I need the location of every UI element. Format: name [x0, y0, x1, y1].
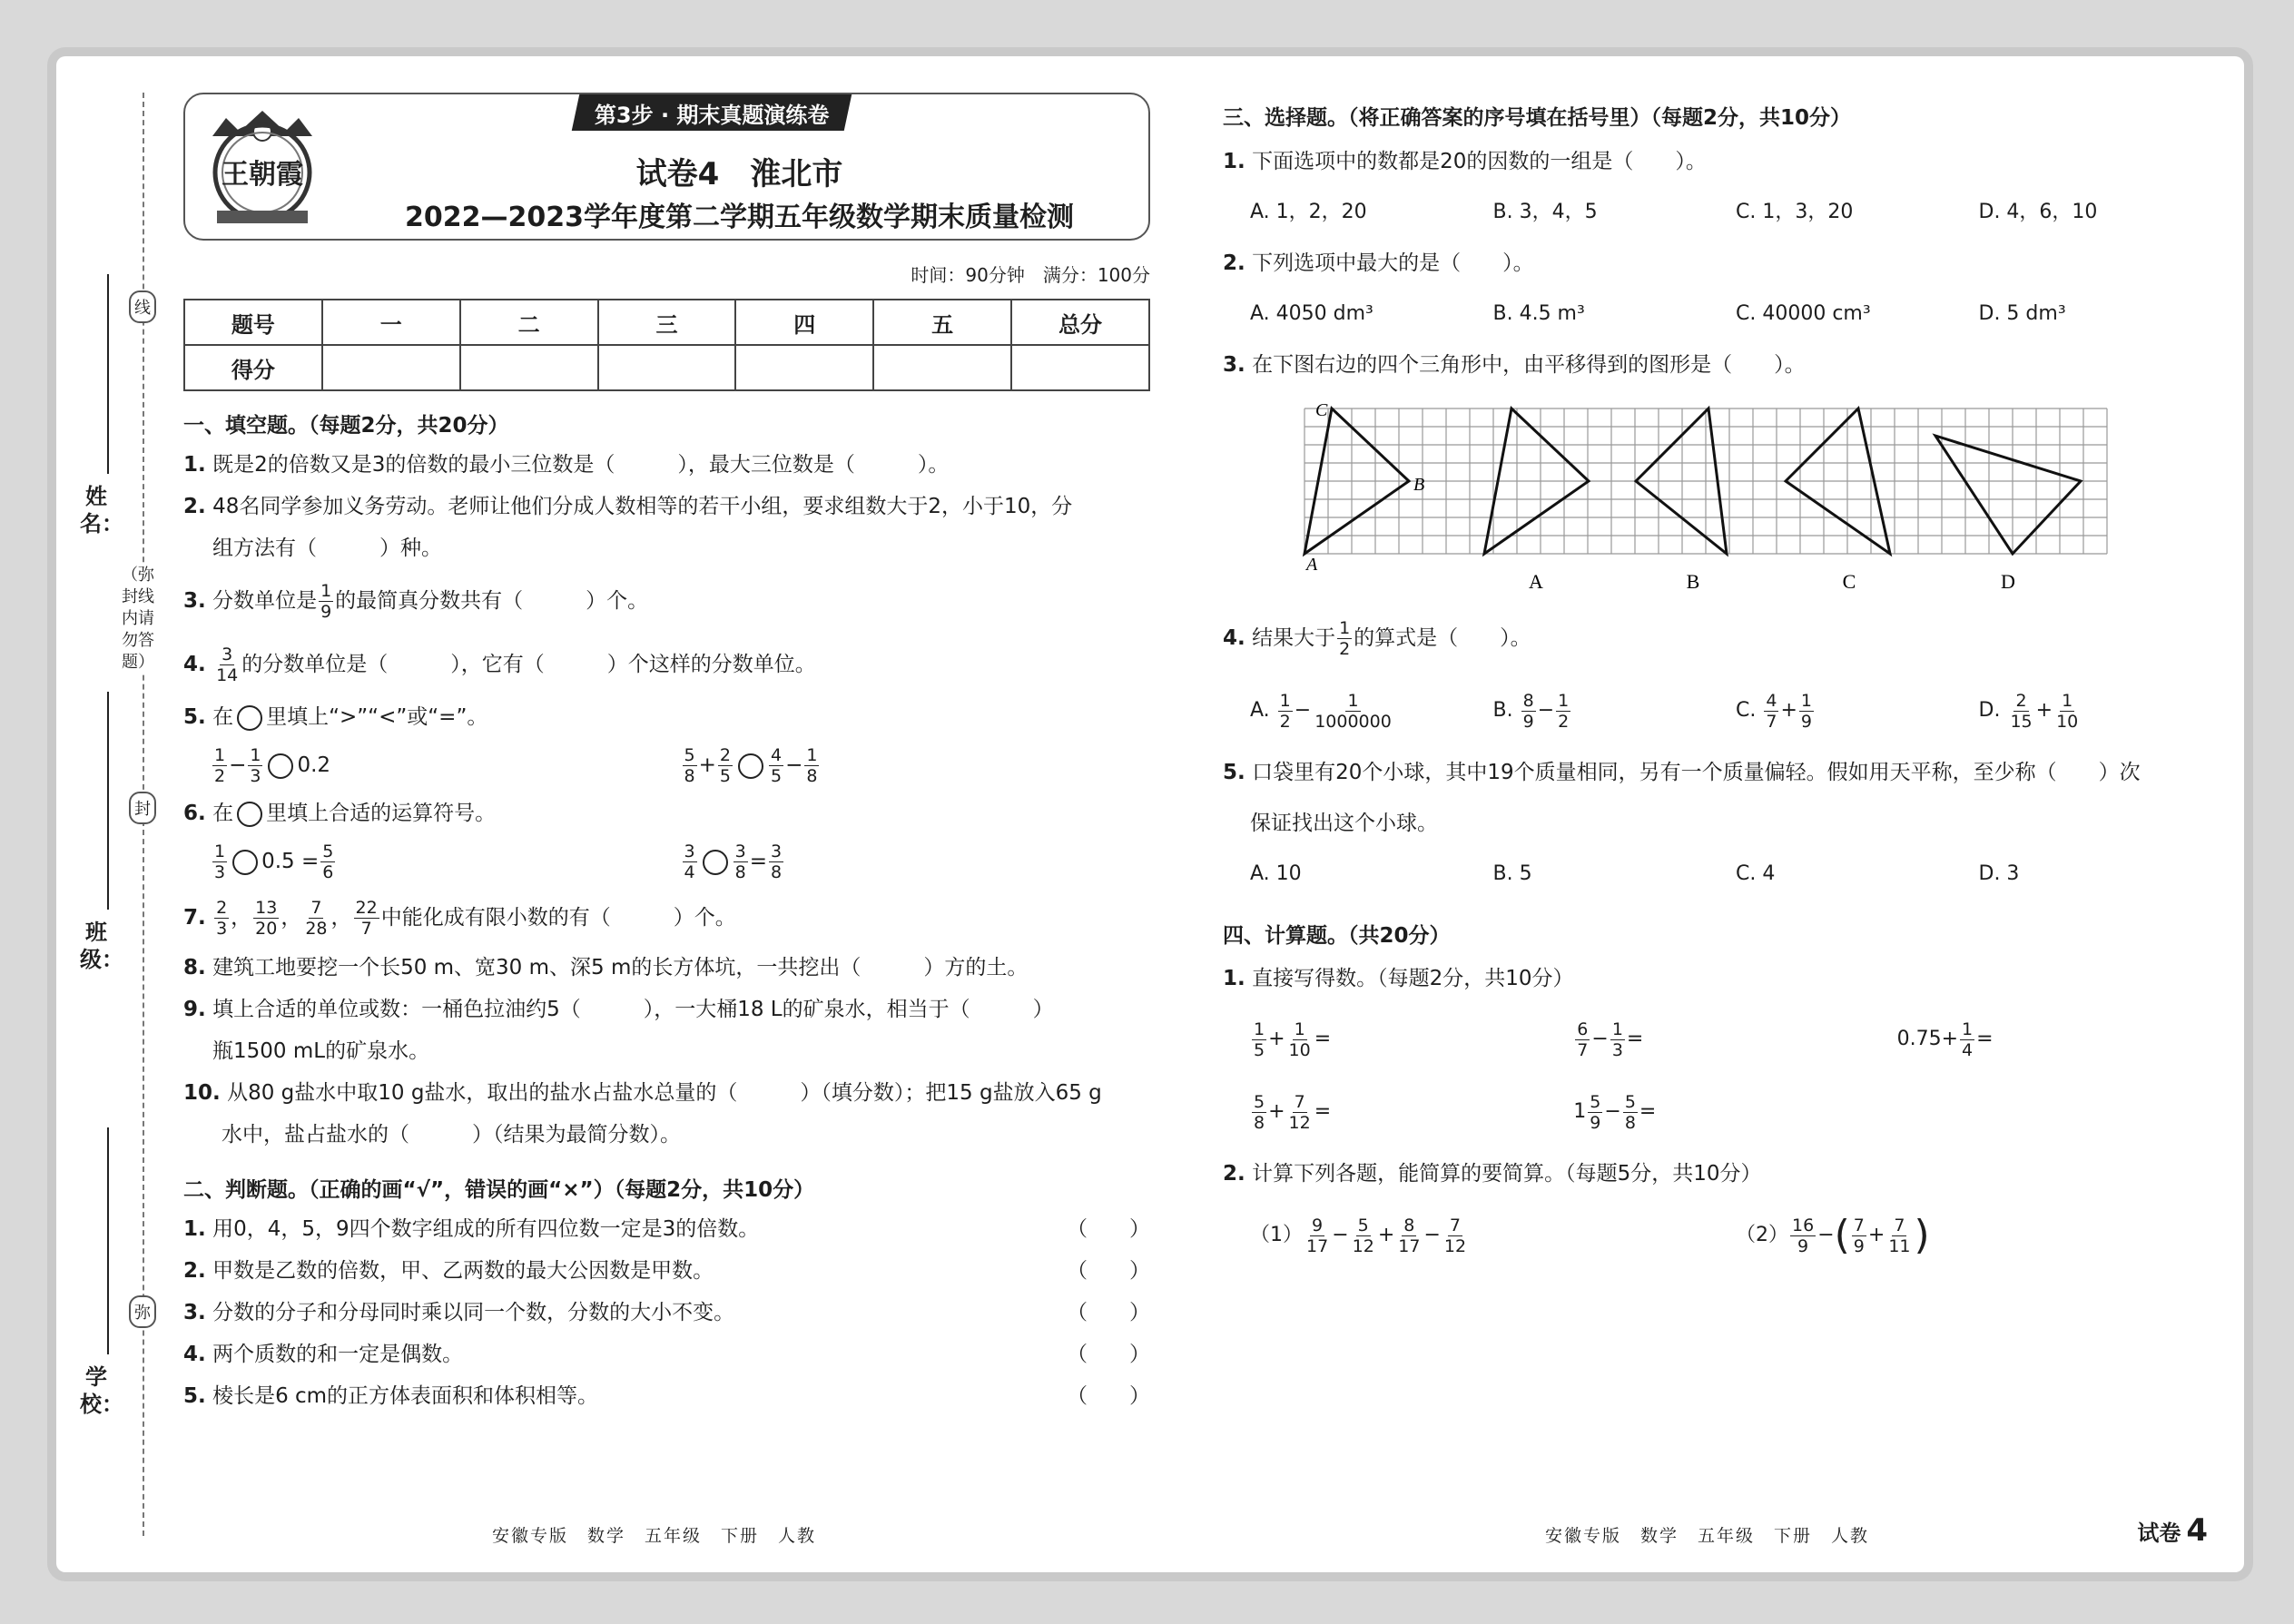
question-4-1: 1. 直接写得数。（每题2分，共10分） [1223, 967, 1574, 990]
section-1-title: 一、填空题。（每题2分，共20分） [183, 414, 509, 438]
judge-answer-paren[interactable]: （ ） [1067, 1259, 1150, 1283]
figure-label-a: A [1529, 570, 1543, 593]
option-b[interactable]: B. 4.5 m³ [1492, 302, 1585, 325]
question-1-6: 6. 在 里填上合适的运算符号。 [183, 802, 497, 825]
name-underline [107, 274, 109, 474]
question-1-2: 2. 48名同学参加义务劳动。老师让他们分成人数相等的若干小组，要求组数大于2，小于10，分 [183, 495, 1073, 518]
calc-item: 0.75+ $\frac{1}{4}$ = [1896, 1019, 1994, 1060]
option-c[interactable]: C. 40000 cm³ [1736, 302, 1871, 325]
grid-lines [1305, 408, 2107, 554]
school-label: 学校： [80, 1364, 123, 1417]
class-label: 班级： [80, 920, 123, 972]
score-col-label: 题号 [184, 300, 322, 345]
question-3-1-options [1223, 187, 2221, 238]
section-4-title: 四、计算题。（共20分） [1223, 924, 1451, 948]
option-d[interactable]: D. $\frac{2}{15}$ + $\frac{1}{10}$ [1978, 690, 2079, 732]
school-field[interactable] [80, 1363, 123, 1418]
seal-mark-mi: 弥 [129, 1295, 156, 1328]
question-1-9-cont: 瓶1500 mL的矿泉水。 [212, 1039, 430, 1063]
question-1-5: 5. 在 里填上“>”“<”或“=”。 [183, 705, 488, 729]
question-3-5-options [1223, 849, 2221, 900]
mental-calc-row-2 [1223, 1076, 2221, 1148]
option-b[interactable]: B. 3，4，5 [1492, 201, 1598, 223]
calc-item: （2） $\frac{16}{9}$ −( $\frac{7}{9}$ + $\frac{7}{11}$ ) [1736, 1212, 1930, 1258]
svg-text:王朝霞: 王朝霞 [222, 159, 303, 191]
judge-item: 1. 用0，4，5，9四个数字组成的所有四位数一定是3的倍数。 （ ） [183, 1208, 1150, 1250]
answer-circle [237, 705, 262, 731]
score-header-row [184, 300, 1149, 345]
seal-mark-feng: 封 [129, 792, 156, 824]
score-cell[interactable] [735, 345, 873, 390]
section-2-title: 二、判断题。（正确的画“√”，错误的画“×”）（每题2分，共10分） [183, 1178, 815, 1202]
score-cell[interactable] [460, 345, 598, 390]
name-label: 姓名： [80, 484, 123, 536]
operator-circle[interactable] [232, 850, 258, 875]
question-1-10: 10. 从80 g盐水中取10 g盐水，取出的盐水占盐水总量的（ ）（填分数）；把15 g盐放入65 g [183, 1081, 1102, 1105]
option-d[interactable]: D. 4，6，10 [1978, 201, 2098, 223]
class-underline [107, 692, 109, 910]
score-col-1: 一 [322, 300, 460, 345]
score-col-4: 四 [735, 300, 873, 345]
calc-item: （1） $\frac{9}{17}$ − $\frac{5}{12}$ + $\frac{8}{17}$ − $\frac{7}{12}$ [1250, 1215, 1467, 1256]
question-1-1: 1. 既是2的倍数又是3的倍数的最小三位数是（ ），最大三位数是（ ）。 [183, 453, 950, 477]
compare-circle[interactable] [268, 753, 293, 779]
question-1-8: 8. 建筑工地要挖一个长50 m、宽30 m、深5 m的长方体坑，一共挖出（ ）方的土。 [183, 956, 1029, 979]
time-info: 时间：90分钟 满分：100分 [911, 264, 1150, 286]
question-3-4-options [1223, 674, 2221, 747]
class-field[interactable] [80, 919, 123, 973]
vertex-label-c: C [1315, 400, 1328, 420]
school-underline [107, 1127, 109, 1354]
question-1-2-cont: 组方法有（ ）种。 [212, 536, 442, 560]
answer-circle [237, 802, 262, 827]
judge-answer-paren[interactable]: （ ） [1067, 1301, 1150, 1324]
judge-item: 4. 两个质数的和一定是偶数。 （ ） [183, 1334, 1150, 1375]
option-d[interactable]: D. 3 [1978, 862, 2020, 885]
footer-right: 安徽专版 数学 五年级 下册 人教 [1545, 1526, 1870, 1546]
option-c[interactable]: C. 4 [1736, 862, 1776, 885]
option-b[interactable]: B. $\frac{8}{9}$ − $\frac{1}{2}$ [1492, 690, 1570, 732]
vertex-label-b: B [1413, 475, 1425, 495]
option-a[interactable]: A. 4050 dm³ [1250, 302, 1373, 325]
question-1-5-exprs: $\frac{1}{2}$ − $\frac{1}{3}$ 0.2 $\frac{5}{8}$ + $\frac{2}{5}$ $\frac{4}{5}$ − $\frac{1}{8}$ [214, 745, 818, 786]
score-col-total: 总分 [1011, 300, 1149, 345]
score-cell[interactable] [1011, 345, 1149, 390]
question-1-7: 7. $\frac{2}{3}$ ， $\frac{13}{20}$ ， $\frac{7}{28}$ ， $\frac{22}{7}$ 中能化成有限小数的有（ ）个。 [183, 898, 736, 939]
exam-sheet [56, 56, 2244, 1572]
option-d[interactable]: D. 5 dm³ [1978, 302, 2066, 325]
question-1-4: 4. $\frac{3}{14}$ 的分数单位是（ ），它有（ ）个这样的分数单位。 [183, 645, 816, 685]
score-row-label: 得分 [184, 345, 322, 390]
left-page [183, 93, 1150, 1417]
option-c[interactable]: C. $\frac{4}{7}$ + $\frac{1}{9}$ [1736, 690, 1812, 732]
question-1-9: 9. 填上合适的单位或数：一桶色拉油约5（ ），一大桶18 L的矿泉水，相当于（ ） [183, 998, 1054, 1021]
question-3-1: 1. 下面选项中的数都是20的因数的一组是（ ）。 [1223, 150, 1707, 173]
score-cell[interactable] [598, 345, 736, 390]
paper-subtitle: 2022—2023学年度第二学期五年级数学期末质量检测 [405, 202, 1074, 233]
page-number: 试卷 4 [2137, 1512, 2208, 1549]
option-a[interactable]: A. 10 [1250, 862, 1302, 885]
question-3-4: 4. 结果大于 $\frac{1}{2}$ 的算式是（ ）。 [1223, 618, 1531, 659]
judge-answer-paren[interactable]: （ ） [1067, 1384, 1150, 1408]
question-3-2-options [1223, 289, 2221, 340]
judge-item: 2. 甲数是乙数的倍数，甲、乙两数的最大公因数是甲数。 （ ） [183, 1250, 1150, 1292]
score-col-5: 五 [873, 300, 1011, 345]
score-col-3: 三 [598, 300, 736, 345]
translation-grid-figure [1295, 399, 2112, 595]
score-cell[interactable] [873, 345, 1011, 390]
score-cell[interactable] [322, 345, 460, 390]
right-page [1223, 100, 2221, 1272]
option-a[interactable]: A. $\frac{1}{2}$ − $\frac{1}{1000000}$ [1250, 690, 1392, 732]
question-3-5: 5. 口袋里有20个小球，其中19个质量相同，另有一个质量偏轻。假如用天平称，至少称（ ）次 [1223, 761, 2141, 784]
seal-note: （弥封线内请勿答题） [122, 566, 154, 672]
figure-label-d: D [2001, 570, 2015, 593]
calc-item: $\frac{1}{5}$ + $\frac{1}{10}$ = [1254, 1019, 1332, 1060]
question-3-2: 2. 下列选项中最大的是（ ）。 [1223, 251, 1534, 275]
paper-title: 试卷4 淮北市 [635, 156, 843, 192]
section-3-title: 三、选择题。（将正确答案的序号填在括号里）（每题2分，共10分） [1223, 106, 1852, 130]
paper-header [183, 93, 1150, 241]
question-4-2: 2. 计算下列各题，能简算的要简算。（每题5分，共10分） [1223, 1162, 1762, 1186]
question-3-3: 3. 在下图右边的四个三角形中，由平移得到的图形是（ ）。 [1223, 353, 1806, 377]
mental-calc-row-1 [1223, 1003, 2221, 1076]
question-3-5-cont: 保证找出这个小球。 [1250, 812, 1438, 835]
brand-logo-icon [194, 100, 330, 236]
operator-circle[interactable] [703, 850, 728, 875]
step-banner: 第3步 · 期末真题演练卷 [572, 94, 852, 131]
question-1-10-cont: 水中，盐占盐水的（ ）（结果为最简分数）。 [222, 1123, 681, 1147]
judge-item: 3. 分数的分子和分母同时乘以同一个数，分数的大小不变。 （ ） [183, 1292, 1150, 1334]
option-b[interactable]: B. 5 [1492, 862, 1532, 885]
figure-label-c: C [1842, 570, 1856, 593]
question-1-3: 3. 分数单位是 $\frac{1}{9}$ 的最简真分数共有（ ）个。 [183, 581, 649, 622]
vertex-label-a: A [1306, 555, 1318, 575]
option-a[interactable]: A. 1，2，20 [1250, 201, 1367, 223]
score-entry-row [184, 345, 1149, 390]
simplify-calc-row [1223, 1199, 2221, 1272]
judge-answer-paren[interactable]: （ ） [1067, 1217, 1150, 1241]
calc-item: $\frac{5}{8}$ + $\frac{7}{12}$ = [1254, 1091, 1332, 1133]
seal-mark-xian: 线 [129, 290, 156, 323]
option-c[interactable]: C. 1，3，20 [1736, 201, 1854, 223]
judge-answer-paren[interactable]: （ ） [1067, 1343, 1150, 1366]
score-col-2: 二 [460, 300, 598, 345]
figure-label-b: B [1686, 570, 1700, 593]
calc-item: $\frac{6}{7}$ − $\frac{1}{3}$ = [1577, 1019, 1644, 1060]
calc-item: 1 $\frac{5}{9}$ − $\frac{5}{8}$ = [1573, 1091, 1657, 1133]
compare-circle[interactable] [738, 753, 763, 779]
name-field[interactable] [80, 483, 123, 537]
judge-item: 5. 棱长是6 cm的正方体表面积和体积相等。 （ ） [183, 1375, 1150, 1417]
binding-gutter [56, 56, 174, 1572]
question-1-6-exprs: $\frac{1}{3}$ 0.5 = $\frac{5}{6}$ $\frac{3}{4}$ $\frac{3}{8}$ = $\frac{3}{8}$ [214, 842, 783, 882]
score-table [183, 299, 1150, 391]
footer-left: 安徽专版 数学 五年级 下册 人教 [492, 1526, 817, 1546]
